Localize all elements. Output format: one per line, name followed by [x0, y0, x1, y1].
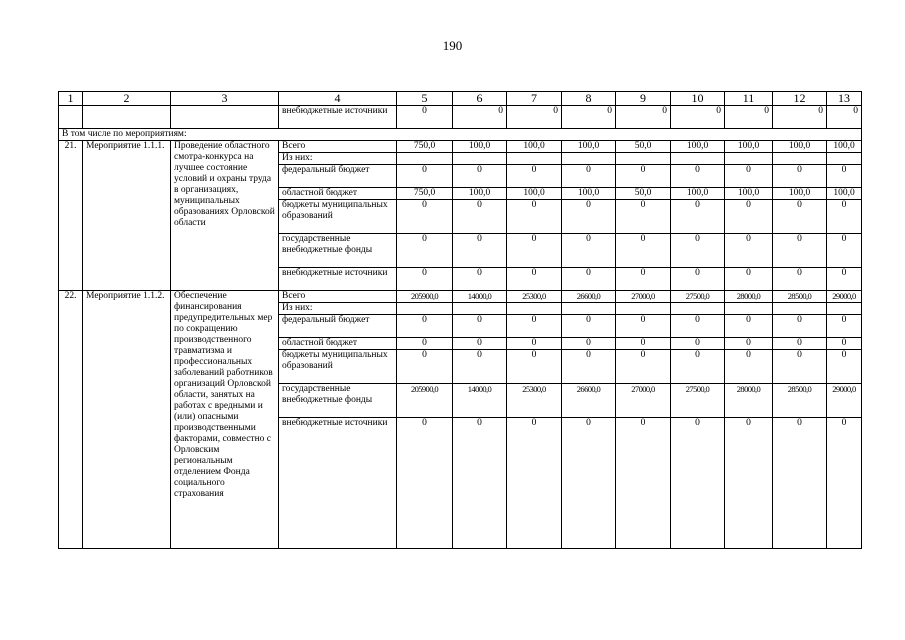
value-cell: [773, 153, 827, 165]
measure-number: 21.: [59, 141, 83, 291]
value-cell: 0: [507, 418, 562, 549]
value-cell: 0: [827, 338, 862, 350]
value-cell: 100,0: [773, 141, 827, 153]
value-cell: 0: [827, 315, 862, 338]
funding-source: областной бюджет: [279, 188, 397, 200]
value-cell: 0: [453, 338, 507, 350]
value-cell: 100,0: [507, 188, 562, 200]
value-cell: 0: [507, 268, 562, 291]
value-cell: 0: [725, 350, 773, 384]
funding-source: федеральный бюджет: [279, 315, 397, 338]
measure-description: Обеспечение финансирования предупредительных мер по сокращению производственного травматизма и профессиональных заболеваний работников организаций Орловской области, занятых на работах с вредными и (или) опасными производственными факторами, совместно с Орловским региональным отделением Фонда социального страхования: [171, 291, 279, 549]
value-cell: 205900,0: [397, 291, 453, 303]
column-number: 6: [453, 92, 507, 106]
value-cell: 0: [773, 350, 827, 384]
column-number: 13: [827, 92, 862, 106]
value-cell: 100,0: [562, 141, 616, 153]
value-cell: 0: [773, 200, 827, 234]
funding-source: внебюджетные источники: [279, 418, 397, 549]
value-cell: [507, 303, 562, 315]
funding-source: внебюджетные источники: [279, 268, 397, 291]
value-cell: 25300,0: [507, 291, 562, 303]
value-cell: 0: [453, 315, 507, 338]
value-cell: [453, 303, 507, 315]
value-cell: 0: [827, 106, 862, 129]
value-cell: 0: [616, 165, 671, 188]
value-cell: [616, 153, 671, 165]
value-cell: 0: [453, 106, 507, 129]
value-cell: 0: [562, 234, 616, 268]
value-cell: [616, 303, 671, 315]
value-cell: 100,0: [773, 188, 827, 200]
column-number: 11: [725, 92, 773, 106]
value-cell: 14000,0: [453, 384, 507, 418]
value-cell: 0: [562, 350, 616, 384]
value-cell: 0: [453, 234, 507, 268]
value-cell: 0: [397, 106, 453, 129]
funding-source: Из них:: [279, 303, 397, 315]
value-cell: 0: [671, 234, 725, 268]
value-cell: 28500,0: [773, 291, 827, 303]
value-cell: 750,0: [397, 188, 453, 200]
value-cell: 14000,0: [453, 291, 507, 303]
value-cell: 28000,0: [725, 291, 773, 303]
table-row: [59, 291, 862, 303]
value-cell: [725, 153, 773, 165]
value-cell: 0: [507, 106, 562, 129]
value-cell: 0: [725, 106, 773, 129]
value-cell: 29000,0: [827, 291, 862, 303]
value-cell: 0: [671, 350, 725, 384]
value-cell: 0: [453, 418, 507, 549]
value-cell: 0: [616, 106, 671, 129]
value-cell: 0: [507, 350, 562, 384]
value-cell: [507, 153, 562, 165]
value-cell: [562, 153, 616, 165]
value-cell: 0: [453, 200, 507, 234]
budget-table: [58, 91, 862, 549]
value-cell: 0: [773, 338, 827, 350]
column-number: 9: [616, 92, 671, 106]
value-cell: [671, 303, 725, 315]
value-cell: 0: [827, 234, 862, 268]
funding-source: Всего: [279, 141, 397, 153]
page-number: 190: [442, 38, 463, 53]
value-cell: 26600,0: [562, 291, 616, 303]
value-cell: 0: [671, 338, 725, 350]
value-cell: 100,0: [671, 141, 725, 153]
value-cell: 100,0: [562, 188, 616, 200]
value-cell: 0: [453, 165, 507, 188]
value-cell: [827, 303, 862, 315]
value-cell: 0: [562, 106, 616, 129]
value-cell: 0: [773, 268, 827, 291]
section-label: В том числе по мероприятиям:: [59, 129, 862, 141]
value-cell: 0: [397, 418, 453, 549]
value-cell: 0: [773, 315, 827, 338]
value-cell: [562, 303, 616, 315]
funding-source: бюджеты муниципальных образований: [279, 200, 397, 234]
value-cell: 0: [725, 165, 773, 188]
value-cell: 28000,0: [725, 384, 773, 418]
empty-cell: [59, 106, 83, 129]
value-cell: 27000,0: [616, 291, 671, 303]
value-cell: 0: [616, 234, 671, 268]
value-cell: 0: [562, 268, 616, 291]
header-row: [59, 92, 862, 106]
value-cell: 0: [671, 200, 725, 234]
column-number: 3: [171, 92, 279, 106]
value-cell: 0: [725, 234, 773, 268]
value-cell: [725, 303, 773, 315]
value-cell: 0: [562, 338, 616, 350]
value-cell: 0: [397, 268, 453, 291]
value-cell: 0: [827, 200, 862, 234]
value-cell: 0: [671, 106, 725, 129]
value-cell: 0: [725, 338, 773, 350]
column-number: 10: [671, 92, 725, 106]
column-number: 5: [397, 92, 453, 106]
value-cell: 0: [507, 234, 562, 268]
value-cell: 0: [827, 268, 862, 291]
measure-name: Мероприятие 1.1.1.: [83, 141, 171, 291]
value-cell: 0: [671, 418, 725, 549]
value-cell: 0: [397, 350, 453, 384]
value-cell: 750,0: [397, 141, 453, 153]
value-cell: 29000,0: [827, 384, 862, 418]
value-cell: 0: [671, 165, 725, 188]
value-cell: [397, 303, 453, 315]
empty-cell: [171, 106, 279, 129]
value-cell: 0: [397, 338, 453, 350]
value-cell: 0: [827, 350, 862, 384]
value-cell: 27500,0: [671, 384, 725, 418]
measure-number: 22.: [59, 291, 83, 549]
value-cell: 0: [507, 315, 562, 338]
column-number: 1: [59, 92, 83, 106]
value-cell: 0: [397, 234, 453, 268]
value-cell: 50,0: [616, 188, 671, 200]
value-cell: 0: [725, 418, 773, 549]
value-cell: 100,0: [827, 141, 862, 153]
table-row: [59, 106, 862, 129]
value-cell: 0: [507, 200, 562, 234]
measure-description: Проведение областного смотра-конкурса на лучшее состояние условий и охраны труда в организациях, муниципальных образованиях Орловской области: [171, 141, 279, 291]
value-cell: 0: [616, 338, 671, 350]
funding-source: государственные внебюджетные фонды: [279, 384, 397, 418]
value-cell: 0: [507, 338, 562, 350]
value-cell: 25300,0: [507, 384, 562, 418]
funding-source: бюджеты муниципальных образований: [279, 350, 397, 384]
value-cell: [453, 153, 507, 165]
value-cell: 0: [773, 165, 827, 188]
value-cell: 0: [773, 418, 827, 549]
table-row: [59, 141, 862, 153]
value-cell: 50,0: [616, 141, 671, 153]
value-cell: 0: [773, 106, 827, 129]
funding-source: Всего: [279, 291, 397, 303]
value-cell: 0: [827, 165, 862, 188]
value-cell: 0: [616, 268, 671, 291]
value-cell: 100,0: [725, 188, 773, 200]
value-cell: 0: [562, 418, 616, 549]
measure-name: Мероприятие 1.1.2.: [83, 291, 171, 549]
value-cell: 0: [507, 165, 562, 188]
value-cell: 0: [671, 315, 725, 338]
value-cell: [397, 153, 453, 165]
value-cell: 0: [453, 350, 507, 384]
value-cell: 26600,0: [562, 384, 616, 418]
funding-source: областной бюджет: [279, 338, 397, 350]
value-cell: 100,0: [453, 188, 507, 200]
value-cell: 28500,0: [773, 384, 827, 418]
funding-source: государственные внебюджетные фонды: [279, 234, 397, 268]
value-cell: [827, 153, 862, 165]
empty-cell: [83, 106, 171, 129]
funding-source: федеральный бюджет: [279, 165, 397, 188]
funding-source: внебюджетные источники: [279, 106, 397, 129]
value-cell: 0: [397, 315, 453, 338]
funding-source: Из них:: [279, 153, 397, 165]
column-number: 4: [279, 92, 397, 106]
value-cell: 0: [616, 200, 671, 234]
value-cell: 0: [453, 268, 507, 291]
value-cell: [773, 303, 827, 315]
value-cell: 100,0: [725, 141, 773, 153]
value-cell: 0: [827, 418, 862, 549]
value-cell: 0: [616, 315, 671, 338]
column-number: 8: [562, 92, 616, 106]
value-cell: 205900,0: [397, 384, 453, 418]
value-cell: 0: [725, 268, 773, 291]
value-cell: 0: [616, 418, 671, 549]
value-cell: 100,0: [671, 188, 725, 200]
value-cell: 0: [773, 234, 827, 268]
value-cell: [671, 153, 725, 165]
value-cell: 0: [616, 350, 671, 384]
value-cell: 0: [397, 200, 453, 234]
value-cell: 0: [725, 200, 773, 234]
value-cell: 27500,0: [671, 291, 725, 303]
column-number: 2: [83, 92, 171, 106]
value-cell: 27000,0: [616, 384, 671, 418]
value-cell: 0: [562, 200, 616, 234]
value-cell: 100,0: [453, 141, 507, 153]
column-number: 12: [773, 92, 827, 106]
value-cell: 0: [562, 165, 616, 188]
column-number: 7: [507, 92, 562, 106]
value-cell: 0: [397, 165, 453, 188]
section-row: [59, 129, 862, 141]
value-cell: 0: [725, 315, 773, 338]
value-cell: 0: [671, 268, 725, 291]
value-cell: 100,0: [507, 141, 562, 153]
value-cell: 100,0: [827, 188, 862, 200]
value-cell: 0: [562, 315, 616, 338]
